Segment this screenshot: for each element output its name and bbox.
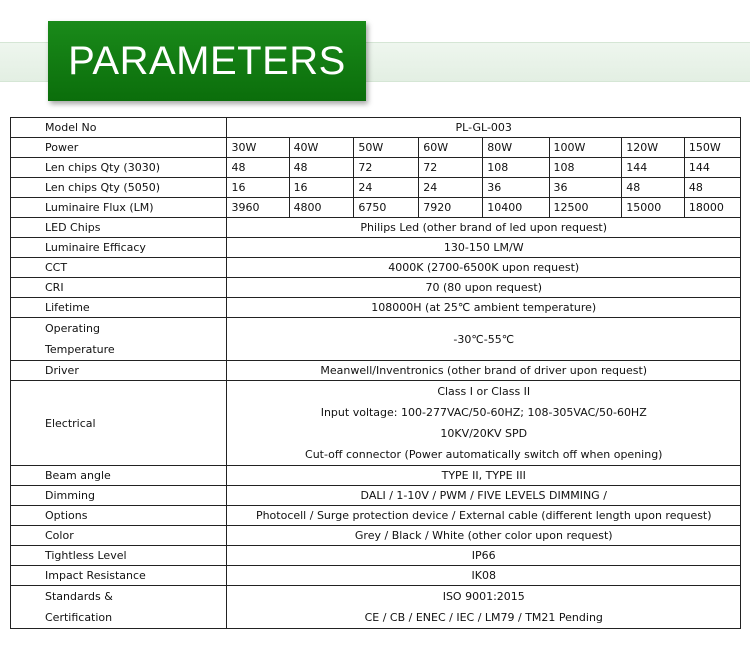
parameters-table bbox=[10, 117, 741, 629]
row-value bbox=[227, 466, 741, 486]
row-value: 16 bbox=[289, 178, 354, 198]
table-row bbox=[11, 486, 741, 506]
row-label: Luminaire Flux (LM) bbox=[11, 198, 227, 218]
row-value bbox=[227, 258, 741, 278]
row-value: 80W bbox=[483, 138, 549, 158]
row-value: 48 bbox=[684, 178, 740, 198]
row-label-line: Options bbox=[45, 509, 88, 522]
row-value: 50W bbox=[354, 138, 419, 158]
table-row bbox=[11, 318, 741, 361]
row-label-line: Electrical bbox=[45, 416, 96, 430]
table-row bbox=[11, 298, 741, 318]
row-label-line: Tightless Level bbox=[45, 549, 127, 562]
row-label-line: Luminaire Efficacy bbox=[45, 241, 146, 254]
row-value bbox=[227, 238, 741, 258]
table-row bbox=[11, 586, 741, 629]
row-value bbox=[227, 566, 741, 586]
row-value bbox=[227, 526, 741, 546]
row-label bbox=[11, 278, 227, 298]
row-label-line: CRI bbox=[45, 281, 64, 294]
table-row-model bbox=[11, 118, 741, 138]
row-value-line: TYPE II, TYPE III bbox=[441, 469, 526, 482]
row-label-line: Color bbox=[45, 529, 74, 542]
row-value-line: -30℃-55℃ bbox=[453, 332, 515, 346]
row-label-line: Beam angle bbox=[45, 469, 111, 482]
row-label: Len chips Qty (3030) bbox=[11, 158, 227, 178]
table-row bbox=[11, 361, 741, 381]
row-value: 48 bbox=[289, 158, 354, 178]
table-row bbox=[11, 218, 741, 238]
row-value: 48 bbox=[227, 158, 289, 178]
row-label bbox=[11, 486, 227, 506]
row-label bbox=[11, 466, 227, 486]
row-value bbox=[227, 381, 741, 466]
row-value: 108 bbox=[483, 158, 549, 178]
row-value: 144 bbox=[622, 158, 685, 178]
table-row bbox=[11, 198, 741, 218]
table-row bbox=[11, 238, 741, 258]
row-value: 4800 bbox=[289, 198, 354, 218]
table-row bbox=[11, 566, 741, 586]
row-label: Power bbox=[11, 138, 227, 158]
row-value bbox=[227, 278, 741, 298]
row-label: Model No bbox=[11, 118, 227, 138]
row-value: 48 bbox=[622, 178, 685, 198]
row-value: 40W bbox=[289, 138, 354, 158]
row-value-line: Class I or Class II bbox=[437, 385, 531, 398]
row-value: 36 bbox=[549, 178, 622, 198]
table-row bbox=[11, 526, 741, 546]
row-value: 3960 bbox=[227, 198, 289, 218]
row-label bbox=[11, 586, 227, 629]
row-label bbox=[11, 546, 227, 566]
table-row bbox=[11, 466, 741, 486]
row-label bbox=[11, 238, 227, 258]
row-label-line: Lifetime bbox=[45, 301, 90, 314]
row-value: 10400 bbox=[483, 198, 549, 218]
row-label bbox=[11, 566, 227, 586]
row-value: 30W bbox=[227, 138, 289, 158]
row-label-line: Dimming bbox=[45, 489, 95, 502]
row-value bbox=[227, 506, 741, 526]
row-label bbox=[11, 526, 227, 546]
row-label bbox=[11, 258, 227, 278]
row-label: Len chips Qty (5050) bbox=[11, 178, 227, 198]
row-value: 36 bbox=[483, 178, 549, 198]
row-value: 60W bbox=[419, 138, 483, 158]
row-value: 72 bbox=[419, 158, 483, 178]
row-value bbox=[227, 298, 741, 318]
row-label-line: Driver bbox=[45, 364, 79, 377]
row-value: 120W bbox=[622, 138, 685, 158]
row-label bbox=[11, 361, 227, 381]
row-label bbox=[11, 218, 227, 238]
row-value-line: ISO 9001:2015 bbox=[442, 590, 525, 603]
row-value-line: IP66 bbox=[471, 549, 496, 562]
row-value: 15000 bbox=[622, 198, 685, 218]
table-row bbox=[11, 138, 741, 158]
row-value-line: Input voltage: 100-277VAC/50-60HZ; 108-305VAC/50-60HZ bbox=[320, 406, 647, 419]
row-label-line: Standards & bbox=[45, 590, 113, 603]
row-value: 24 bbox=[354, 178, 419, 198]
table-row bbox=[11, 278, 741, 298]
row-label bbox=[11, 506, 227, 526]
table-row bbox=[11, 546, 741, 566]
row-value: 100W bbox=[549, 138, 622, 158]
row-value: 7920 bbox=[419, 198, 483, 218]
row-value-line: 108000H (at 25℃ ambient temperature) bbox=[371, 301, 597, 314]
row-value-line: 70 (80 upon request) bbox=[425, 281, 543, 294]
page-title: PARAMETERS bbox=[68, 38, 346, 83]
row-value-line: DALI / 1-10V / PWM / FIVE LEVELS DIMMING / bbox=[360, 489, 607, 502]
row-value: 16 bbox=[227, 178, 289, 198]
row-value: 6750 bbox=[354, 198, 419, 218]
row-value: 150W bbox=[684, 138, 740, 158]
row-value-line: CE / CB / ENEC / IEC / LM79 / TM21 Pending bbox=[364, 611, 603, 624]
row-value-line: 130-150 LM/W bbox=[443, 241, 524, 254]
table-row bbox=[11, 178, 741, 198]
row-value: 144 bbox=[684, 158, 740, 178]
row-label bbox=[11, 318, 227, 361]
row-label-line: CCT bbox=[45, 261, 68, 274]
row-label-line: Certification bbox=[45, 611, 113, 624]
row-label-line: Operating bbox=[45, 322, 100, 335]
row-value bbox=[227, 218, 741, 238]
row-value: 72 bbox=[354, 158, 419, 178]
row-value-line: Photocell / Surge protection device / External cable (different length upon request) bbox=[255, 509, 712, 522]
table-row bbox=[11, 158, 741, 178]
title-banner bbox=[48, 21, 366, 101]
row-value-line: IK08 bbox=[471, 569, 496, 582]
row-value-line: 4000K (2700-6500K upon request) bbox=[388, 261, 580, 274]
row-label-line: Temperature bbox=[45, 343, 115, 356]
row-value bbox=[227, 486, 741, 506]
row-label bbox=[11, 381, 227, 466]
row-value-line: Meanwell/Inventronics (other brand of driver upon request) bbox=[320, 364, 648, 377]
row-label-line: Impact Resistance bbox=[45, 569, 146, 582]
row-value: 24 bbox=[419, 178, 483, 198]
row-value-line: Philips Led (other brand of led upon request) bbox=[360, 221, 608, 234]
row-label bbox=[11, 298, 227, 318]
row-label-line: LED Chips bbox=[45, 221, 101, 234]
table-row bbox=[11, 506, 741, 526]
row-value-line: 10KV/20KV SPD bbox=[440, 427, 528, 440]
row-value: 108 bbox=[549, 158, 622, 178]
row-value: 18000 bbox=[684, 198, 740, 218]
table-row bbox=[11, 258, 741, 278]
row-value bbox=[227, 361, 741, 381]
row-value bbox=[227, 546, 741, 566]
table-row bbox=[11, 381, 741, 466]
row-value-line: Cut-off connector (Power automatically switch off when opening) bbox=[305, 448, 663, 461]
row-value: PL-GL-003 bbox=[227, 118, 741, 138]
row-value: 12500 bbox=[549, 198, 622, 218]
row-value bbox=[227, 586, 741, 629]
row-value bbox=[227, 318, 741, 361]
row-value-line: Grey / Black / White (other color upon request) bbox=[354, 529, 613, 542]
